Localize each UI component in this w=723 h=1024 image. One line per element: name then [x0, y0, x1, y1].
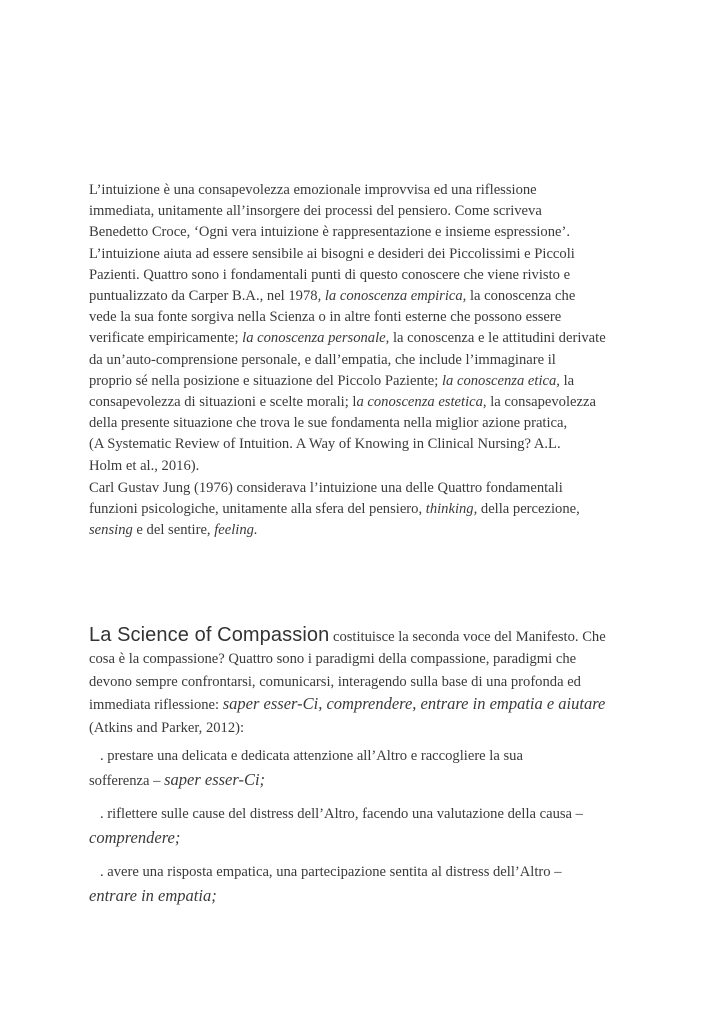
text-line: L’intuizione è una consapevolezza emozionale improvvisa ed una riflessione	[89, 182, 537, 198]
text-line: cosa è la compassione? Quattro sono i paradigmi della compassione, paradigmi che	[89, 651, 577, 668]
italic-term: entrare in empatia;	[89, 886, 217, 905]
section-heading: La Science of Compassion	[89, 624, 330, 646]
text-line: . prestare una delicata e dedicata attenzione all’Altro e raccogliere la sua	[99, 748, 523, 764]
text-line: funzioni psicologiche, unitamente alla sfera del pensiero,	[89, 501, 426, 518]
text-line: Benedetto Croce, ‘Ogni vera intuizione è rappresentazione e insieme espressione’.	[89, 224, 571, 241]
text-line: da un’auto-comprensione personale, e dall’empatia, che include l’immaginare il	[89, 351, 556, 368]
italic-term: sensing	[89, 522, 133, 539]
italic-term: comprendere;	[89, 828, 181, 847]
text-line: sofferenza –	[89, 773, 165, 789]
text-line: la consapevolezza	[486, 394, 596, 411]
text-line: Carl Gustav Jung (1976) considerava l’intuizione una delle Quattro fondamentali	[89, 480, 563, 496]
text-line: (Atkins and Parker, 2012):	[89, 719, 245, 736]
text-line: la	[559, 372, 575, 389]
compassion-paragraph	[89, 624, 649, 739]
paragraph-text	[89, 624, 649, 739]
text-line: Holm et al., 2016).	[89, 457, 200, 474]
italic-term: a conoscenza estetica,	[356, 394, 487, 411]
text-line: . avere una risposta empatica, una partecipazione sentita al distress dell’Altro –	[99, 864, 562, 880]
text-line: della percezione,	[477, 501, 580, 518]
jung-paragraph	[89, 478, 649, 542]
list-item	[89, 860, 649, 909]
list-item	[89, 802, 649, 851]
text-line: della presente situazione che trova le sue fondamenta nella miglior azione pratica,	[89, 415, 568, 432]
text-line: proprio sé nella posizione e situazione del Piccolo Paziente;	[89, 372, 442, 389]
italic-term: saper esser-Ci;	[164, 770, 266, 789]
text-line: consapevolezza di situazioni e scelte morali; l	[89, 394, 357, 411]
text-line: verificate empiricamente;	[89, 330, 243, 347]
paragraph-text	[89, 478, 649, 542]
text-line: devono sempre confrontarsi, comunicarsi, interagendo sulla base di una profonda ed	[89, 673, 581, 690]
italic-term: la conoscenza empirica,	[324, 288, 467, 305]
text-line: immediata, unitamente all’insorgere dei processi del pensiero. Come scriveva	[89, 203, 542, 220]
intuition-paragraph	[89, 180, 649, 477]
text-line: la conoscenza e le attitudini derivate	[389, 330, 606, 347]
italic-term: saper esser-Ci, comprendere, entrare in empatia e aiutare	[222, 694, 606, 714]
text-line: puntualizzato da Carper B.A., nel 1978,	[89, 288, 325, 305]
italic-term: feeling.	[214, 522, 258, 539]
text-line: costituisce la seconda voce del Manifesto. Che	[329, 629, 606, 645]
text-line: (A Systematic Review of Intuition. A Way of Knowing in Clinical Nursing? A.L.	[89, 436, 561, 453]
paragraph-text	[89, 180, 649, 477]
text-line: e del sentire,	[132, 522, 215, 539]
text-line: L’intuizione aiuta ad essere sensibile ai bisogni e desideri dei Piccolissimi e Piccoli	[89, 245, 575, 262]
italic-term: la conoscenza etica,	[441, 372, 560, 389]
italic-term: thinking,	[425, 501, 478, 518]
list-item	[89, 744, 649, 793]
italic-term: la conoscenza personale,	[242, 330, 390, 347]
text-line: vede la sua fonte sorgiva nella Scienza o in altre fonti esterne che possono essere	[89, 309, 562, 326]
text-line: la conoscenza che	[466, 288, 576, 305]
text-line: Pazienti. Quattro sono i fondamentali punti di questo conoscere che viene rivisto e	[89, 266, 571, 283]
text-line: immediata riflessione:	[89, 697, 223, 714]
text-line: . riflettere sulle cause del distress dell’Altro, facendo una valutazione della causa –	[99, 806, 583, 822]
